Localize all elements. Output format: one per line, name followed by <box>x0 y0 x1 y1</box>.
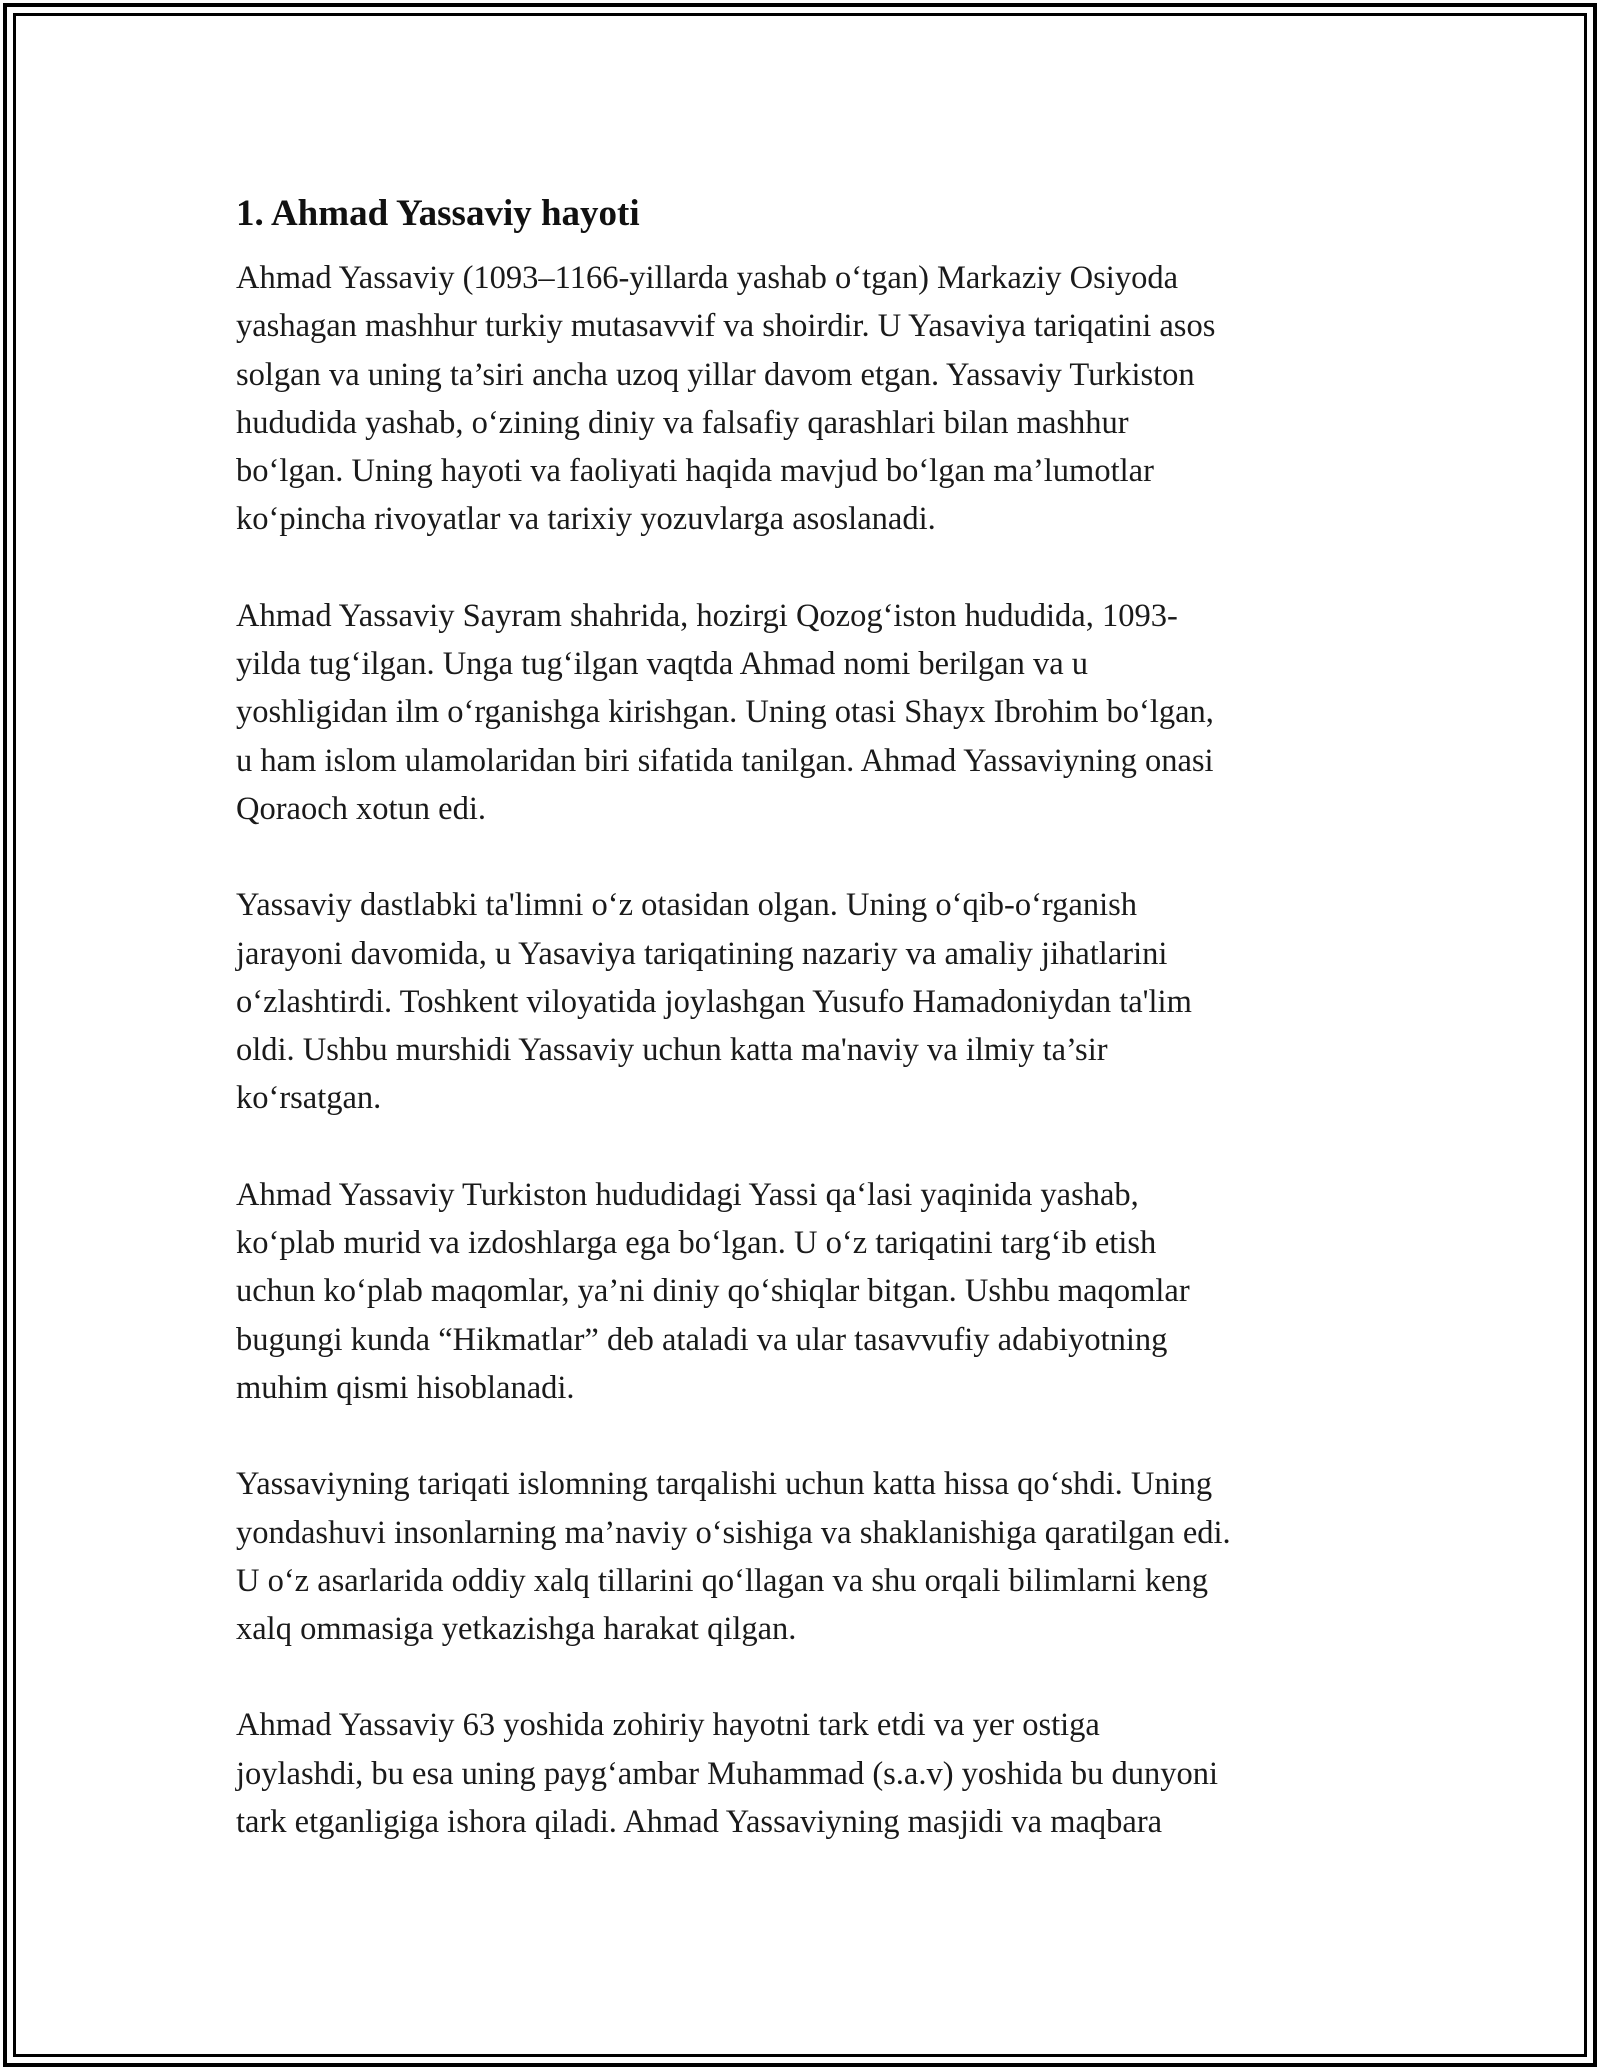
text-line: xalq ommasiga yetkazishga harakat qilgan. <box>236 1611 797 1648</box>
text-line: oldi. Ushbu murshidi Yassaviy uchun katta ma'naviy va ilmiy ta’sir <box>236 1032 1108 1069</box>
text-line: yashagan mashhur turkiy mutasavvif va shoirdir. U Yasaviya tariqatini asos <box>236 308 1216 345</box>
text-line: solgan va uning ta’siri ancha uzoq yillar davom etgan. Yassaviy Turkiston <box>236 356 1195 393</box>
text-line: yilda tug‘ilgan. Unga tug‘ilgan vaqtda Ahmad nomi berilgan va u <box>236 646 1089 683</box>
text-line: Yassaviy dastlabki ta'limni o‘z otasidan olgan. Uning o‘qib-o‘rganish <box>236 887 1138 924</box>
text-line: Ahmad Yassaviy 63 yoshida zohiriy hayotni tark etdi va yer ostiga <box>236 1707 1100 1744</box>
text-line: Ahmad Yassaviy Turkiston hududidagi Yassi qa‘lasi yaqinida yashab, <box>236 1176 1139 1213</box>
paragraph-3 <box>236 881 1376 1122</box>
document-body <box>236 188 1376 1894</box>
text-line: Ahmad Yassaviy (1093–1166-yillarda yashab o‘tgan) Markaziy Osiyoda <box>236 260 1179 296</box>
text-line: bo‘lgan. Uning hayoti va faoliyati haqida mavjud bo‘lgan ma’lumotlar <box>236 453 1154 490</box>
paragraph-4 <box>236 1171 1376 1412</box>
text-line: yondashuvi insonlarning ma’naviy o‘sishiga va shaklanishiga qaratilgan edi. <box>236 1514 1231 1551</box>
paragraph-2 <box>236 592 1376 833</box>
text-line: Qoraoch xotun edi. <box>236 790 487 827</box>
text-line: jarayoni davomida, u Yasaviya tariqatining nazariy va amaliy jihatlarini <box>236 935 1168 972</box>
paragraph-5 <box>236 1460 1376 1653</box>
text-line: joylashdi, bu esa uning payg‘ambar Muhammad (s.a.v) yoshida bu dunyoni <box>236 1755 1219 1792</box>
text-line: o‘zlashtirdi. Toshkent viloyatida joylashgan Yusufo Hamadoniydan ta'lim <box>236 983 1192 1020</box>
text-line: ko‘pincha rivoyatlar va tarixiy yozuvlarga asoslanadi. <box>236 501 936 538</box>
text-line: u ham islom ulamolaridan biri sifatida tanilgan. Ahmad Yassaviyning onasi <box>236 742 1214 779</box>
paragraph-6 <box>236 1701 1376 1846</box>
text-line: Yassaviyning tariqati islomning tarqalishi uchun katta hissa qo‘shdi. Uning <box>236 1466 1213 1503</box>
text-line: ko‘rsatgan. <box>236 1080 382 1117</box>
text-line: tark etganligiga ishora qiladi. Ahmad Yassaviyning masjidi va maqbara <box>236 1804 1163 1841</box>
text-line: uchun ko‘plab maqomlar, ya’ni diniy qo‘shiqlar bitgan. Ushbu maqomlar <box>236 1273 1190 1310</box>
text-line: ko‘plab murid va izdoshlarga ega bo‘lgan. U o‘z tariqatini targ‘ib etish <box>236 1225 1157 1262</box>
text-line: U o‘z asarlarida oddiy xalq tillarini qo‘llagan va shu orqali bilimlarni keng <box>236 1562 1209 1599</box>
text-line: bugungi kunda “Hikmatlar” deb ataladi va ular tasavvufiy adabiyotning <box>236 1321 1168 1358</box>
text-line: yoshligidan ilm o‘rganishga kirishgan. Uning otasi Shayx Ibrohim bo‘lgan, <box>236 694 1214 731</box>
text-line: muhim qismi hisoblanadi. <box>236 1369 575 1406</box>
paragraph-1 <box>236 254 1376 544</box>
section-heading: 1. Ahmad Yassaviy hayoti <box>236 193 640 234</box>
text-line: hududida yashab, o‘zining diniy va falsafiy qarashlari bilan mashhur <box>236 404 1129 441</box>
text-line: Ahmad Yassaviy Sayram shahrida, hozirgi Qozog‘iston hududida, 1093- <box>236 597 1178 634</box>
